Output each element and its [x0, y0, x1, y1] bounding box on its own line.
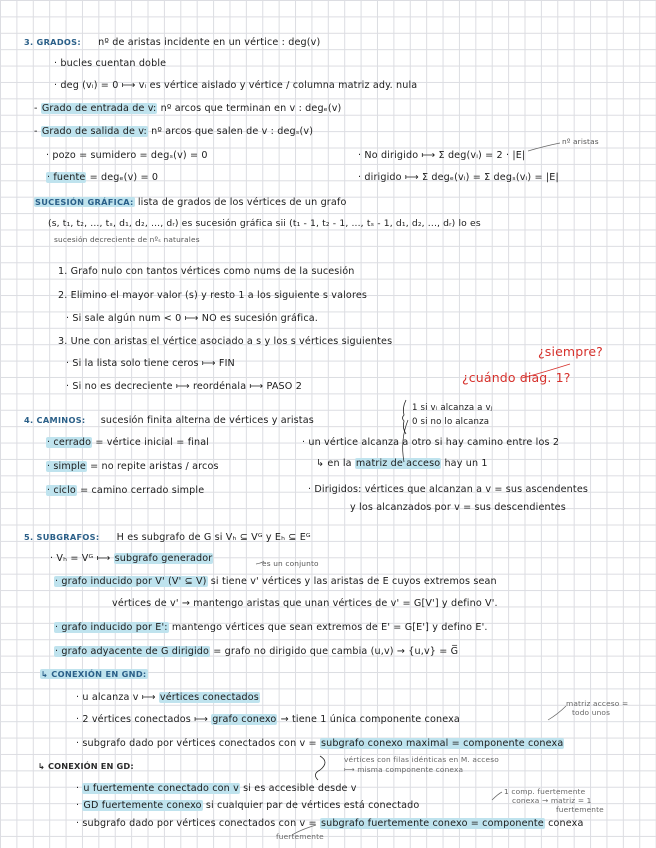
filas-brace	[315, 756, 325, 780]
question-cuando-diag: ¿cuándo diag. 1?	[462, 370, 571, 385]
no-dirigido-line: · No dirigido ⟼ Σ deg(vᵢ) = 2 · |E|	[358, 150, 526, 161]
fuerte-note-4: fuertemente	[276, 832, 324, 841]
matriz-note-2: todo unos	[572, 708, 611, 717]
gd-item-3: · subgrafo dado por vértices conectados con v = subgrafo fuertemente conexo = componente conexa	[76, 818, 584, 829]
gd-item-1: · u fuertemente conectado con v si es accesible desde v	[76, 783, 357, 794]
generador-line: · Vₕ = Vᴳ ⟼ subgrafo generador	[50, 553, 213, 564]
fuerte-note-3: fuertemente	[556, 805, 604, 814]
conexion-gnd-line	[40, 668, 148, 681]
step-3: 3. Une con aristas el vértice asociado a s y los s vértices siguientes	[58, 336, 393, 347]
matriz-acceso-highlight: matriz de acceso	[355, 458, 441, 469]
ciclo-line	[46, 485, 204, 497]
grado-salida-line: - Grado de salida de v: nº arcos que salen de v : degₛ(v)	[34, 126, 314, 137]
cerrado-highlight: · cerrado	[47, 437, 92, 448]
cerrado-text: = vértice inicial = final	[95, 437, 210, 448]
step-3-sub-a: · Si la lista solo tiene ceros ⟼ FIN	[66, 358, 235, 369]
inducido-e-line: · grafo inducido por E': mantengo vértices que sean extremos de E' = G[E'] y defino E'.	[55, 622, 488, 633]
brace-text-1: 1 si vᵢ alcanza a vⱼ	[412, 403, 493, 413]
grado-entrada-text: nº arcos que terminan en v : degₑ(v)	[160, 103, 342, 114]
step-1: 1. Grafo nulo con tantos vértices como nums de la sucesión	[58, 266, 355, 277]
section-title-caminos: 4. CAMINOS:	[24, 415, 86, 425]
matriz-note-pointer	[548, 706, 566, 720]
gnd-item-1-highlight: vértices conectados	[159, 692, 259, 703]
question-siempre: ¿siempre?	[538, 344, 603, 359]
inducido-v-highlight: · grafo inducido por V' (V' ⊆ V)	[55, 576, 207, 587]
filas-note-1: vértices con filas idénticas en M. acceso	[344, 755, 499, 764]
matriz-acceso-line: ↳ en la matriz de acceso hay un 1	[316, 458, 488, 469]
conjunto-note: es un conjunto	[262, 559, 319, 568]
sucesion-definition: lista de grados de los vértices de un grafo	[137, 197, 347, 208]
bucles-line: · bucles cuentan doble	[54, 58, 167, 69]
filas-note-2: ⟼ misma componente conexa	[344, 765, 464, 774]
simple-text: = no repite aristas / arcos	[90, 461, 219, 472]
grado-salida-highlight: Grado de salida de v:	[41, 126, 147, 137]
adyacente-highlight: · grafo adyacente de G dirigido	[55, 646, 210, 657]
fuerte-note-1: 1 comp. fuertemente	[504, 787, 586, 796]
ciclo-text: = camino cerrado simple	[80, 485, 205, 496]
caminos-definition: sucesión finita alterna de vértices y aristas	[100, 415, 314, 426]
matriz-note-1: matriz acceso =	[566, 699, 629, 708]
grado-entrada-highlight: Grado de entrada de v:	[41, 103, 157, 114]
conexion-gnd-title: ↳ CONEXIÓN EN GND:	[41, 669, 147, 679]
sucesion-title: SUCESIÓN GRÁFICA:	[35, 197, 134, 207]
brace-line-1	[412, 402, 492, 414]
adyacente-line: · grafo adyacente de G dirigido = grafo no dirigido que cambia (u,v) → {u,v} = G̅	[55, 646, 459, 657]
n-aristas-pointer	[528, 143, 560, 151]
grados-definition: nº de aristas incidente en un vértice : deg(v)	[98, 37, 321, 48]
dirigido-line: · dirigido ⟼ Σ degₑ(vᵢ) = Σ degₛ(vᵢ) = |E|	[358, 172, 559, 183]
sucesion-note: sucesión decreciente de nºₛ naturales	[54, 235, 200, 244]
subgrafos-definition: H es subgrafo de G si Vₕ ⊆ Vᴳ y Eₕ ⊆ Eᴳ	[116, 532, 311, 543]
step-2: 2. Elimino el mayor valor (s) y resto 1 a los siguiente s valores	[58, 290, 368, 301]
grados-line	[24, 36, 320, 49]
gd-item-2: · GD fuertemente conexo si cualquier par de vértices está conectado	[76, 800, 420, 811]
n-aristas-note: nº aristas	[562, 137, 599, 146]
gnd-item-3: · subgrafo dado por vértices conectados con v = subgrafo conexo maximal = componente conexa	[76, 738, 564, 749]
dirigidos-line-1: · Dirigidos: vértices que alcanzan a v = sus ascendentes	[308, 484, 589, 495]
inducido-v-line-2: vértices de v' → mantengo aristas que unan vértices de v' = G[V'] y defino V'.	[112, 598, 498, 609]
fuente-highlight: · fuente	[47, 172, 86, 183]
section-title-grados: 3. GRADOS:	[24, 37, 81, 47]
brace-line-2: 0 si no lo alcanza	[412, 417, 490, 427]
gnd-item-2: · 2 vértices conectados ⟼ grafo conexo → tiene 1 única componente conexa	[76, 714, 460, 725]
gd-item-3-highlight: subgrafo fuertemente conexo = componente	[320, 818, 544, 829]
inducido-e-highlight: · grafo inducido por E':	[55, 622, 168, 633]
dirigidos-line-2: y los alcanzados por v = sus descendientes	[350, 502, 566, 513]
fuerte-note-2: conexa → matriz = 1	[512, 796, 592, 805]
caminos-line	[24, 414, 314, 427]
gd-item-2-highlight: GD fuertemente conexo	[83, 800, 202, 811]
fuerte-pointer	[492, 792, 502, 800]
sucesion-formula: (s, t₁, t₂, ..., tₛ, d₁, d₂, ..., dᵣ) es sucesión gráfica sii (t₁ - 1, t₂ - 1, ..., tₛ - 1, d₁, d₂, ..., dᵣ) lo es	[48, 218, 481, 229]
brace-mark	[403, 400, 407, 434]
grado-salida-text: nº arcos que salen de v : degₛ(v)	[151, 126, 314, 137]
sucesion-line	[34, 196, 346, 209]
pozo-line: · pozo = sumidero = degₛ(v) = 0	[46, 150, 208, 161]
generador-highlight: subgrafo generador	[114, 553, 213, 564]
simple-highlight: · simple	[47, 461, 86, 472]
section-title-subgrafos: 5. SUBGRAFOS:	[24, 532, 100, 542]
alcanza-line: · un vértice alcanza a otro si hay camino entre los 2	[302, 437, 560, 448]
fuente-line	[46, 172, 158, 184]
cerrado-line	[46, 437, 209, 449]
step-2-sub: · Si sale algún num < 0 ⟼ NO es sucesión gráfica.	[66, 313, 318, 324]
subgrafos-line	[24, 531, 311, 544]
aislado-line: · deg (vᵢ) = 0 ⟼ vᵢ es vértice aislado y vértice / columna matriz ady. nula	[54, 80, 418, 91]
simple-line	[46, 461, 219, 473]
gnd-item-3-highlight: subgrafo conexo maximal = componente conexa	[320, 738, 564, 749]
fuente-text: = degₑ(v) = 0	[89, 172, 159, 183]
gnd-item-2-highlight: grafo conexo	[212, 714, 277, 725]
inducido-v-line-1: · grafo inducido por V' (V' ⊆ V) si tiene v' vértices y las aristas de E cuyos extremos sean	[55, 576, 497, 587]
gnd-item-1: · u alcanza v ⟼ vértices conectados	[76, 692, 259, 703]
ciclo-highlight: · ciclo	[47, 485, 76, 496]
conexion-gd-title: ↳ CONEXIÓN EN GD:	[38, 761, 134, 771]
gd-item-1-highlight: u fuertemente conectado con v	[83, 783, 239, 794]
step-3-sub-b: · Si no es decreciente ⟼ reordénala ⟼ PASO 2	[66, 381, 302, 392]
grado-entrada-line: - Grado de entrada de v: nº arcos que terminan en v : degₑ(v)	[34, 103, 342, 114]
